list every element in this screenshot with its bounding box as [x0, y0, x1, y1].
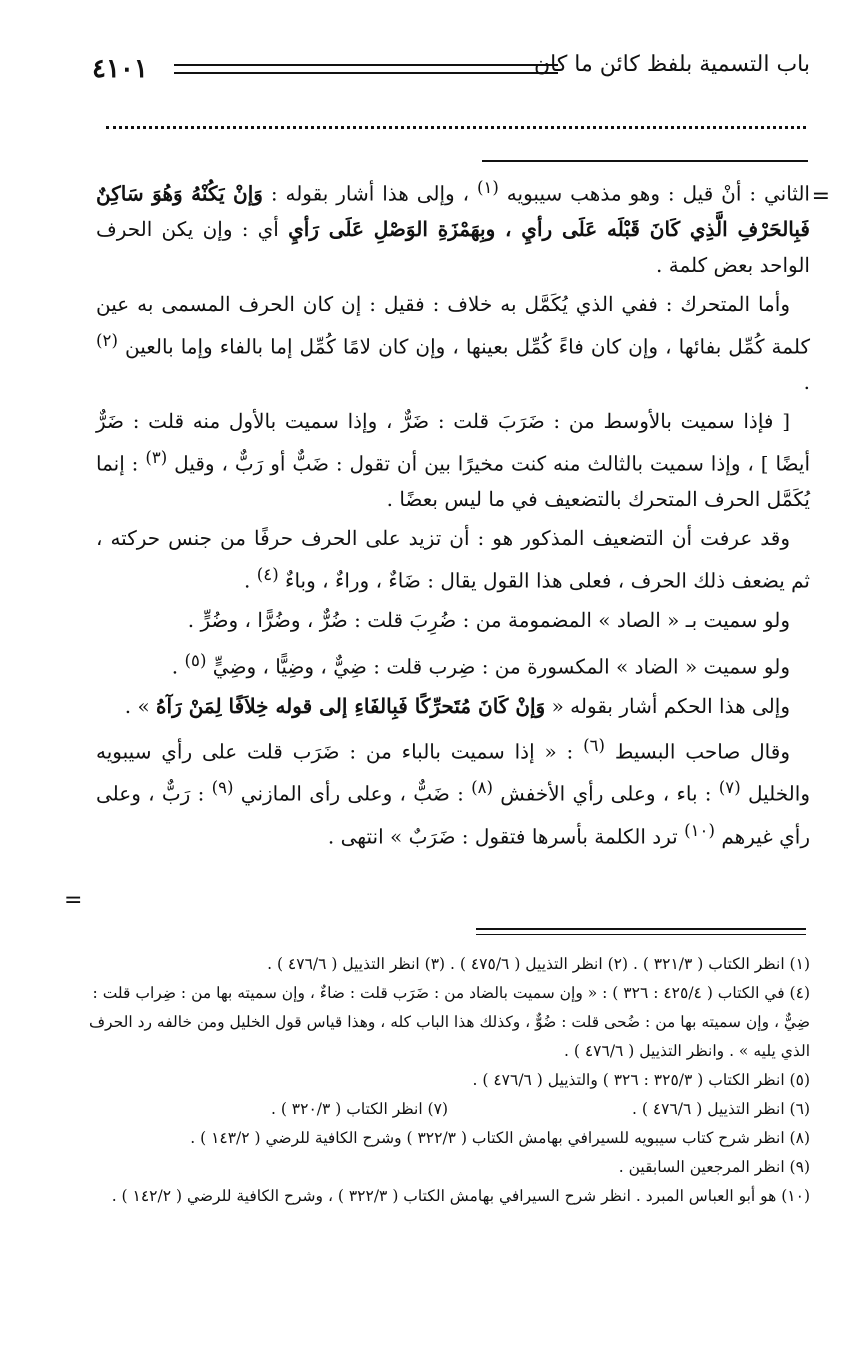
footnote-ref: (٥) — [184, 650, 207, 670]
footnote-ref: (٢) — [96, 330, 118, 350]
paragraph-1: الثاني : أنْ قيل : وهو مذهب سيبويه $^{(١)}$ ، وإلى هذا أشار بقوله : وَإنْ يَكُنْهُ وَهُوَ سَاكِنٌ فَبِالحَرْفِ الَّذِي كَانَ قَبْلَه عَلَى رأيِ ، وبِهَمْزَةِ الوَصْلِ عَلَى رَأيِ أي : وإن يكن الحرف الواحد بعض كلمة . — [96, 178, 810, 277]
main-text — [96, 170, 810, 859]
paragraph-5: ولو سميت بـ « الصاد » المضمومة من : ضُرِبَ قلت : ضُرٌّ ، وضُرًّا ، وضُرٍّ . — [187, 608, 790, 633]
footnote-4: (٤) في الكتاب ( ٤٢٥/٤ : ٣٢٦ ) : « وإن سميت بالضاد من : ضَرَب قلت : ضاءٌ ، وإن سميته بها من : ضِراب قلت : ضِيٌّ ، وإن سميته بها من : ضُحى قلت : ضُوٌّ ، وكذلك هذا الباب كله ، وهذا قياس قول الخليل ومن خالفه رد الحرف الذي يليه » . وانظر التذييل ( ٤٧٦/٦ ) . — [88, 984, 810, 1060]
verse-quote: وَإنْ كَانَ مُتَحرِّكًا فَبِالفَاءِ إلى قوله خِلاَفًا لِمَنْ رَآهُ — [156, 693, 546, 718]
paragraph-6: ولو سميت « الضاد » المكسورة من : ضِرب قلت : ضِيٌّ ، وضِيًّا ، وضِيٍّ $^{(٥)}$ . — [171, 650, 790, 679]
footnote-5: (٥) انظر الكتاب ( ٣٢٥/٣ : ٣٢٦ ) والتذييل ( ٤٧٦/٦ ) . — [472, 1071, 810, 1089]
paragraph-8: وقال صاحب البسيط $^{(٦)}$ : « إذا سميت بالباء من : ضَرَب قلت على رأي سيبويه والخليل $^{(٧)}$ : باء ، وعلى رأي الأخفش $^{(٨)}$ : ضَبٌّ ، وعلى رأى المازني $^{(٩)}$ : رَبٌّ ، وعلى رأي غيرهم $^{(١٠)}$ ترد الكلمة بأسرها فتقول : ضَرَبٌ » انتهى . — [96, 736, 810, 849]
footnote-9: (٩) انظر المرجعين السابقين . — [618, 1158, 810, 1176]
footnote-ref: (٩) — [211, 778, 234, 798]
header-double-rule — [174, 64, 558, 74]
dotted-separator — [106, 126, 806, 129]
footnote-ref: (٨) — [471, 778, 494, 798]
footnote-ref: (١٠) — [684, 820, 716, 840]
paragraph-7: وإلى هذا الحكم أشار بقوله « وَإنْ كَانَ مُتَحرِّكًا فَبِالفَاءِ إلى قوله خِلاَفًا لِمَنْ رَآهُ » . — [124, 693, 790, 718]
footnotes — [86, 950, 810, 1211]
footnote-ref: (٤) — [256, 564, 279, 584]
footnote-ref: (٣) — [145, 447, 168, 467]
paragraph-3: [ فإذا سميت بالأوسط من : ضَرَبَ قلت : ضَرٌّ ، وإذا سميت بالأول منه قلت : ضَرٌّ أيضًا ] ، وإذا سميت بالثالث منه كنت مخيرًا بين أن تقول : ضَبٌّ أو رَبٌّ ، وقيل $^{(٣)}$ : إنما يُكَمَّل الحرف المتحرك بالتضعيف في ما ليس بعضًا . — [96, 409, 811, 511]
footnote-8: (٨) انظر شرح كتاب سيبويه للسيرافي بهامش الكتاب ( ٣٢٢/٣ ) وشرح الكافية للرضي ( ١٤٣/٢ ) . — [190, 1129, 810, 1147]
footnote-ref: (٦) — [583, 736, 606, 756]
footnote-separator — [476, 928, 806, 935]
footnote-6-7 — [86, 1095, 810, 1124]
paragraph-4: وقد عرفت أن التضعيف المذكور هو : أن تزيد على الحرف حرفًا من جنس حركته ، ثم يضعف ذلك الحرف ، فعلى هذا القول يقال : ضَاءٌ ، وراءٌ ، وباءٌ $^{(٤)}$ . — [96, 526, 810, 593]
footnote-7: (٧) انظر الكتاب ( ٣٢٠/٣ ) . — [270, 1100, 448, 1118]
running-title: باب التسمية بلفظ كائن ما كان — [533, 52, 810, 77]
paragraph-2: وأما المتحرك : ففي الذي يُكَمَّل به خلاف : فقيل : إن كان الحرف المسمى به عين كلمة كُمِّل بفائها ، وإن كان فاءً كُمِّل بعينها ، وإن كان لامًا كُمِّل إما بالفاء وإما بالعين $^{(٢)}$ . — [96, 292, 810, 394]
margin-continuation-mark-start: = — [811, 184, 830, 209]
margin-continuation-mark-end: = — [64, 888, 83, 913]
footnote-1-3: (١) انظر الكتاب ( ٣٢١/٣ ) . (٢) انظر التذييل ( ٤٧٥/٦ ) . (٣) انظر التذييل ( ٤٧٦/٦ ) . — [267, 955, 810, 973]
footnote-ref: (٧) — [718, 778, 741, 798]
footnote-10: (١٠) هو أبو العباس المبرد . انظر شرح السيرافي بهامش الكتاب ( ٣٢٢/٣ ) ، وشرح الكافية للرضي ( ١٤٢/٢ ) . — [111, 1187, 810, 1205]
footnote-6: (٦) انظر التذييل ( ٤٧٦/٦ ) . — [631, 1100, 810, 1118]
page-header — [92, 52, 810, 88]
footnote-ref: (١) — [476, 178, 499, 197]
verse-quote: وَإنْ يَكُنْهُ وَهُوَ سَاكِنٌ فَبِالحَرْفِ الَّذِي كَانَ قَبْلَه عَلَى رأيِ ، وبِهَمْزَةِ الوَصْلِ عَلَى رَأيِ — [96, 181, 810, 242]
page-number: ٤١٠١ — [92, 54, 148, 84]
top-rule — [482, 160, 808, 162]
